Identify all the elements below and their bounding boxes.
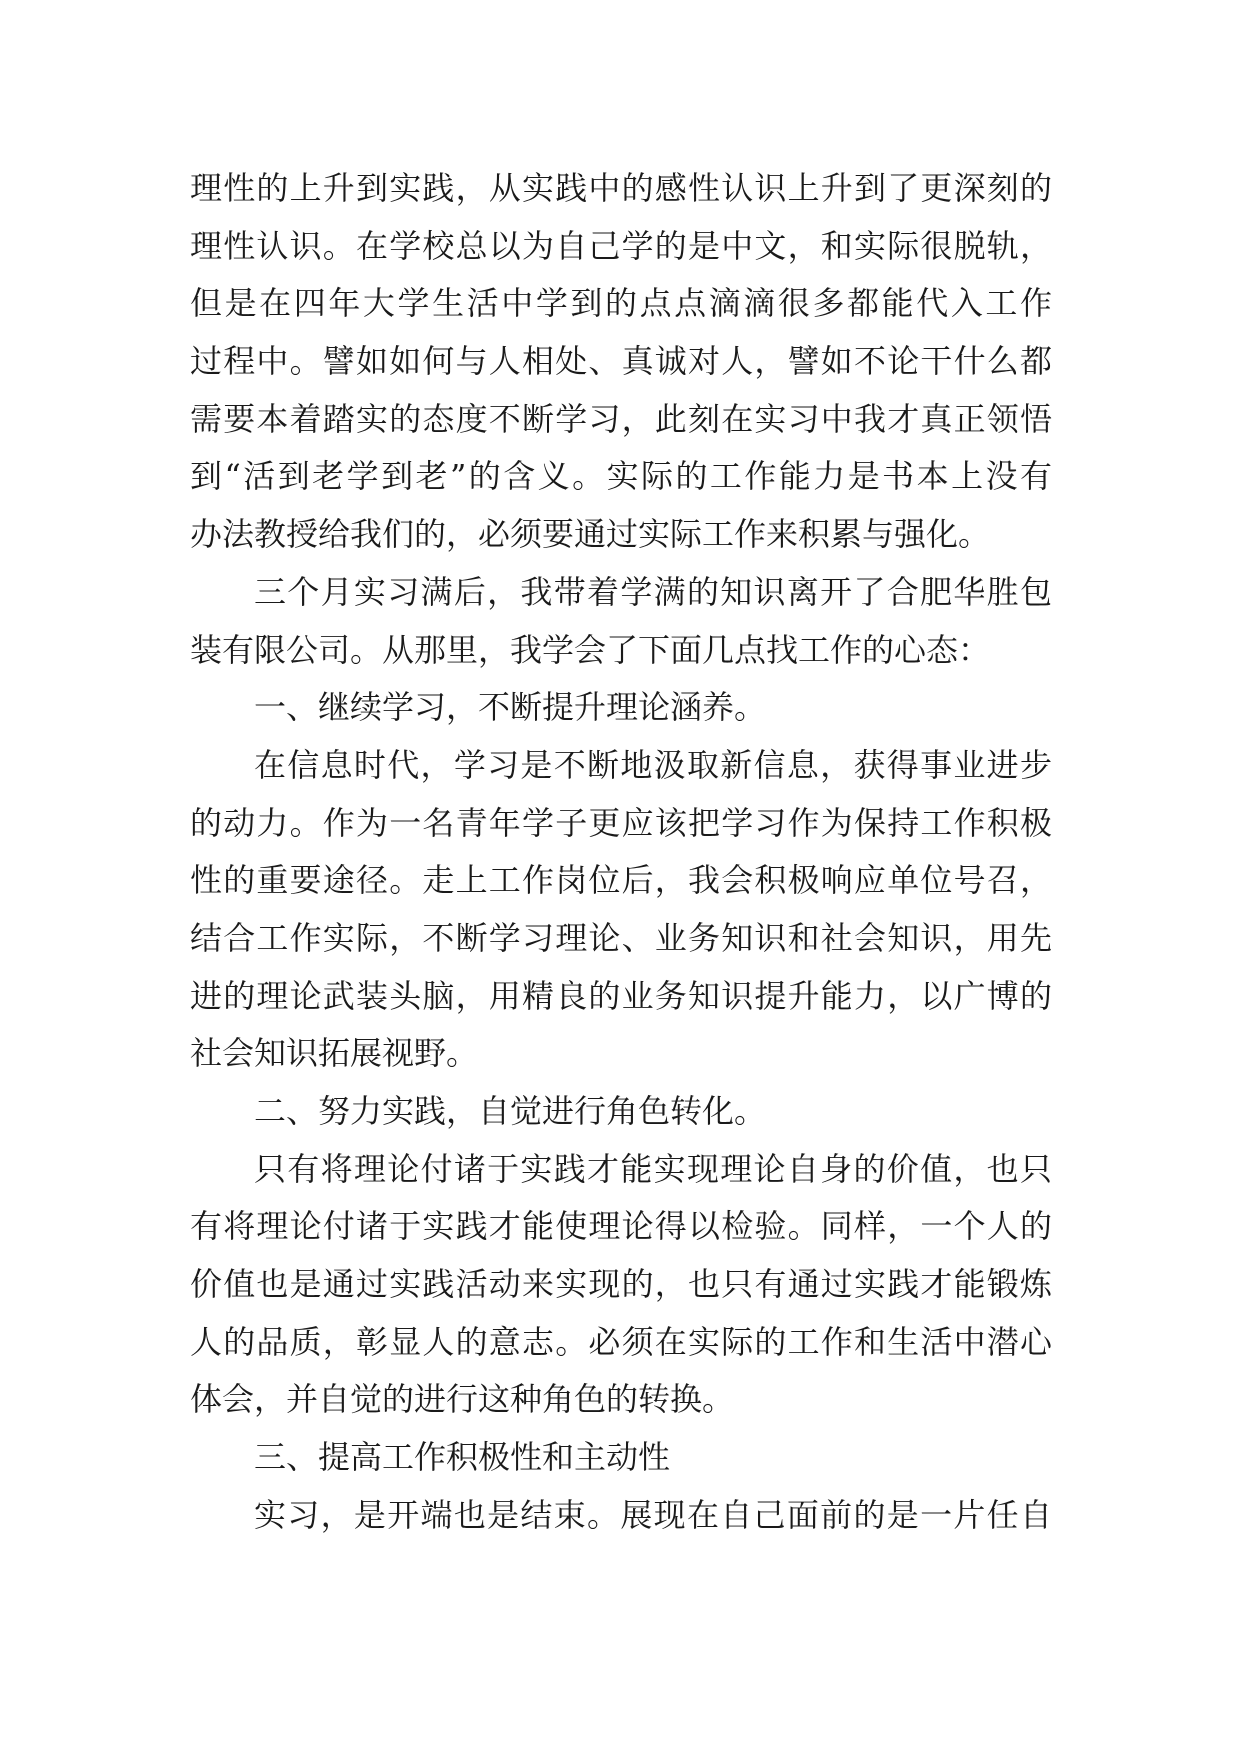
text-line: 结合工作实际，不断学习理论、业务知识和社会知识，用先 (190, 918, 1052, 957)
text-line: 体会，并自觉的进行这种角色的转换。 (190, 1380, 735, 1419)
body-text (190, 160, 1052, 1545)
text-line: 装有限公司。从那里，我学会了下面几点找工作的心态： (190, 630, 991, 669)
text-line: 需要本着踏实的态度不断学习，此刻在实习中我才真正领悟 (190, 399, 1052, 438)
text-line: 理性认识。在学校总以为自己学的是中文，和实际很脱轨， (190, 226, 1052, 265)
text-line: 进的理论武装头脑，用精良的业务知识提升能力，以广博的 (190, 976, 1052, 1015)
text-line: 价值也是通过实践活动来实现的，也只有通过实践才能锻炼 (190, 1265, 1052, 1304)
text-line: 只有将理论付诸于实践才能实现理论自身的价值，也只 (254, 1149, 1052, 1188)
text-line: 实习，是开端也是结束。展现在自己面前的是一片任自 (254, 1495, 1052, 1534)
text-line: 过程中。譬如如何与人相处、真诚对人，譬如不论干什么都 (190, 342, 1052, 381)
text-line: 有将理论付诸于实践才能使理论得以检验。同样，一个人的 (190, 1207, 1052, 1246)
text-line: 社会知识拓展视野。 (190, 1034, 479, 1073)
text-line: 到“活到老学到老”的含义。实际的工作能力是书本上没有 (190, 457, 1052, 496)
text-line: 三、提高工作积极性和主动性 (254, 1438, 671, 1477)
text-line: 在信息时代，学习是不断地汲取新信息，获得事业进步 (254, 745, 1052, 784)
text-line: 二、努力实践，自觉进行角色转化。 (254, 1092, 767, 1130)
text-line: 但是在四年大学生活中学到的点点滴滴很多都能代入工作 (190, 284, 1052, 323)
text-line: 一、继续学习，不断提升理论涵养。 (254, 688, 767, 727)
text-line: 办法教授给我们的，必须要通过实际工作来积累与强化。 (190, 515, 991, 554)
text-line: 理性的上升到实践，从实践中的感性认识上升到了更深刻的 (190, 169, 1052, 207)
text-line: 的动力。作为一名青年学子更应该把学习作为保持工作积极 (190, 803, 1052, 842)
text-line: 三个月实习满后，我带着学满的知识离开了合肥华胜包 (254, 572, 1052, 611)
text-line: 人的品质，彰显人的意志。必须在实际的工作和生活中潜心 (190, 1322, 1052, 1361)
text-line: 性的重要途径。走上工作岗位后，我会积极响应单位号召， (190, 861, 1052, 900)
